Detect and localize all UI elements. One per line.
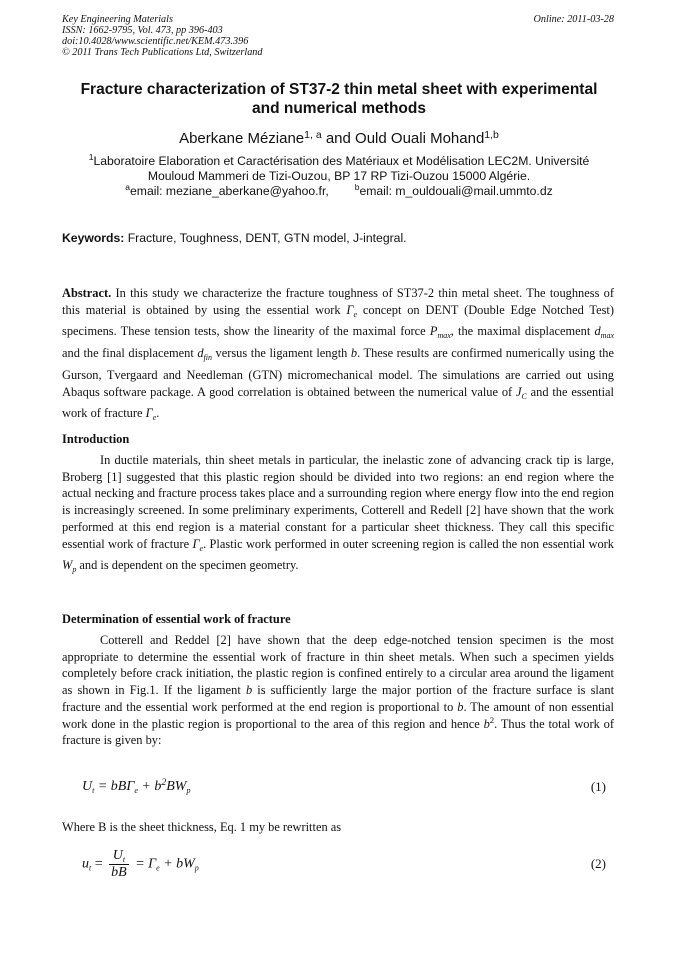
eq2-sub-p: p	[194, 863, 199, 873]
symbol-d-fin: d	[197, 346, 204, 361]
symbol-b: b	[350, 346, 358, 361]
section-heading-introduction: Introduction	[62, 432, 130, 446]
online-date: Online: 2011-03-28	[533, 14, 614, 25]
symbol-sub-e-2: e	[152, 413, 157, 423]
eq2-term-2: + bW	[159, 856, 195, 872]
det-text-1: Cotterell and Reddel [2] have shown that the deep edge-notched tension specimen is the most appropriate to determine the essential work of fracture in thin sheet metals. When such a specimen yields completely before crack initiation, the plastic region is confined entirely to a circular area around the ligament as shown in Fig.1. If the ligament	[62, 633, 614, 698]
title-line-1: Fracture characterization of ST37-2 thin metal sheet with experimental	[80, 81, 598, 98]
eq1-term-2: + b	[137, 779, 162, 794]
eq1-square: 2	[161, 777, 167, 788]
email-a[interactable]: email: meziane_aberkane@yahoo.fr,	[130, 184, 329, 198]
intro-symbol-sub-e: e	[199, 543, 204, 553]
eq2-fraction	[109, 848, 129, 881]
equation-2: $u_t$ = $\frac{U_t}{bB}$ = $\Gamma_e + bW_p$	[82, 848, 199, 880]
det-symbol-b: b	[245, 683, 253, 698]
abstract-text-7: and the essential work of fracture	[62, 384, 614, 421]
eq1-term-3: BW	[166, 779, 187, 794]
equation-2-number: (2)	[590, 856, 606, 871]
symbol-sub-max: max	[437, 331, 451, 341]
eq1-lhs-sub: t	[92, 786, 95, 795]
author-2: Ould Ouali Mohand	[355, 130, 485, 147]
affiliation-line-2: Mouloud Mammeri de Tizi-Ouzou, BP 17 RP Tizi-Ouzou 15000 Algérie.	[147, 168, 531, 183]
symbol-gamma-2: Γ	[145, 406, 153, 421]
abstract-text-6: . These results are confirmed numerically using the Gurson, Tvergaard and Needleman (GTN) micromechanical model. The simulations are carried out using Abaqus software package. A good correlation is obtained between the numerical value of	[62, 346, 614, 399]
intro-text-2: . Plastic work performed in outer screening region is called the non essential work	[203, 536, 614, 551]
eq1-sub-e: e	[134, 786, 138, 795]
det-symbol-b-2: b	[457, 699, 464, 714]
copyright-line: © 2011 Trans Tech Publications Ltd, Switzerland	[62, 47, 263, 58]
eq2-rhs: = Γ	[135, 856, 157, 872]
symbol-sub-fin: fin	[203, 353, 212, 363]
section-heading-determination: Determination of essential work of fracture	[62, 612, 291, 626]
paper-title	[40, 80, 638, 118]
intro-symbol-gamma: Γ	[192, 536, 200, 551]
author-1-sup: 1, a	[304, 129, 322, 141]
keywords	[62, 231, 407, 245]
doi-line: doi:10.4028/www.scientific.net/KEM.473.396	[62, 36, 249, 47]
symbol-sub-max-2: max	[600, 331, 614, 341]
email-b-sup: b	[354, 182, 360, 192]
abstract-text-8: .	[156, 406, 160, 421]
eq2-lhs-sub: t	[89, 863, 92, 873]
eq2-lhs: u	[82, 856, 89, 872]
author-conj: and	[321, 130, 356, 147]
equation-1	[82, 779, 190, 795]
affiliation-line-1: Laboratoire Elaboration et Caractérisation des Matériaux et Modélisation LEC2M. Université	[93, 154, 590, 168]
author-2-sup: 1,b	[484, 129, 499, 141]
eq2-sub-e: e	[156, 863, 160, 873]
title-line-2: and numerical methods	[252, 100, 426, 117]
introduction-paragraph	[62, 452, 614, 579]
eq1-term-1: = bBΓ	[94, 779, 135, 794]
abstract-text-4: and the final displacement	[62, 346, 198, 361]
abstract-label: Abstract.	[62, 286, 112, 300]
det-symbol-squared: 2	[489, 714, 495, 725]
author-1: Aberkane Méziane	[179, 130, 305, 147]
symbol-J: J	[515, 384, 522, 399]
det-text-2: is sufficiently large the major portion of the fracture surface is slant fracture and the essential work performed at the end region is proportional to	[62, 683, 615, 714]
affiliation	[62, 154, 616, 183]
affiliation-sup: 1	[88, 152, 94, 162]
eq2-numerator-sub: t	[122, 855, 126, 864]
det-text-3: . The amount of non essential work done in the plastic region is proportional to the area of this region and hence	[62, 699, 614, 731]
symbol-d-max: d	[594, 324, 601, 339]
equation-1-number: (1)	[590, 779, 606, 794]
intro-symbol-W: W	[62, 558, 73, 573]
keywords-text: Fracture, Toughness, DENT, GTN model, J-integral.	[124, 231, 407, 245]
email-a-sup: a	[125, 182, 131, 192]
det-text-4: . Thus the total work of fracture is given by:	[62, 716, 615, 748]
symbol-sub-C: C	[521, 391, 527, 401]
abstract	[62, 285, 614, 427]
where-text: Where B is the sheet thickness, Eq. 1 my be rewritten as	[62, 820, 342, 834]
eq1-sub-p: p	[186, 786, 191, 795]
eq2-numerator: U	[112, 848, 123, 863]
email-b[interactable]: email: m_ouldouali@mail.ummto.dz	[359, 184, 553, 198]
abstract-text-5: versus the ligament length	[211, 346, 351, 361]
intro-text-3: and is dependent on the specimen geometry.	[76, 558, 299, 573]
intro-text-1: In ductile materials, thin sheet metals in particular, the inelastic zone of advancing crack tip is large, Broberg [1] suggested that this plastic region should be divided into two regions: an end region where the actual necking and fracture process takes place and a surrounding region where energy flow into the end region is increasingly screened. In some preliminary experiments, Cotterell and Redell [2] have shown that the work performed at this end region is a material constant for a particular sheet thickness. They call this specific essential work of fracture	[62, 453, 614, 551]
issn-line: ISSN: 1662-9795, Vol. 473, pp 396-403	[62, 25, 223, 36]
det-symbol-b-squared: b	[483, 716, 490, 731]
eq2-denominator: bB	[111, 865, 127, 880]
journal-header	[62, 14, 262, 58]
abstract-text-1: In this study we characterize the fracture toughness of ST37-2 thin metal sheet. The toughness of this material is obtained by using the essential work	[62, 286, 614, 317]
abstract-text-3: , the maximal displacement	[450, 324, 595, 339]
intro-symbol-sub-p: p	[72, 565, 77, 575]
email-line	[62, 184, 616, 198]
symbol-gamma: Γ	[346, 302, 354, 317]
symbol-P: P	[429, 324, 438, 339]
keywords-label: Keywords:	[62, 231, 125, 245]
eq1-lhs: U	[82, 779, 93, 794]
determination-paragraph	[62, 632, 614, 749]
abstract-text-2: concept on DENT (Double Edge Notched Test) specimens. These tension tests, show the linearity of the maximal force	[62, 302, 614, 339]
symbol-sub-e: e	[353, 309, 358, 319]
journal-name: Key Engineering Materials	[62, 14, 173, 25]
author-line	[40, 130, 638, 147]
